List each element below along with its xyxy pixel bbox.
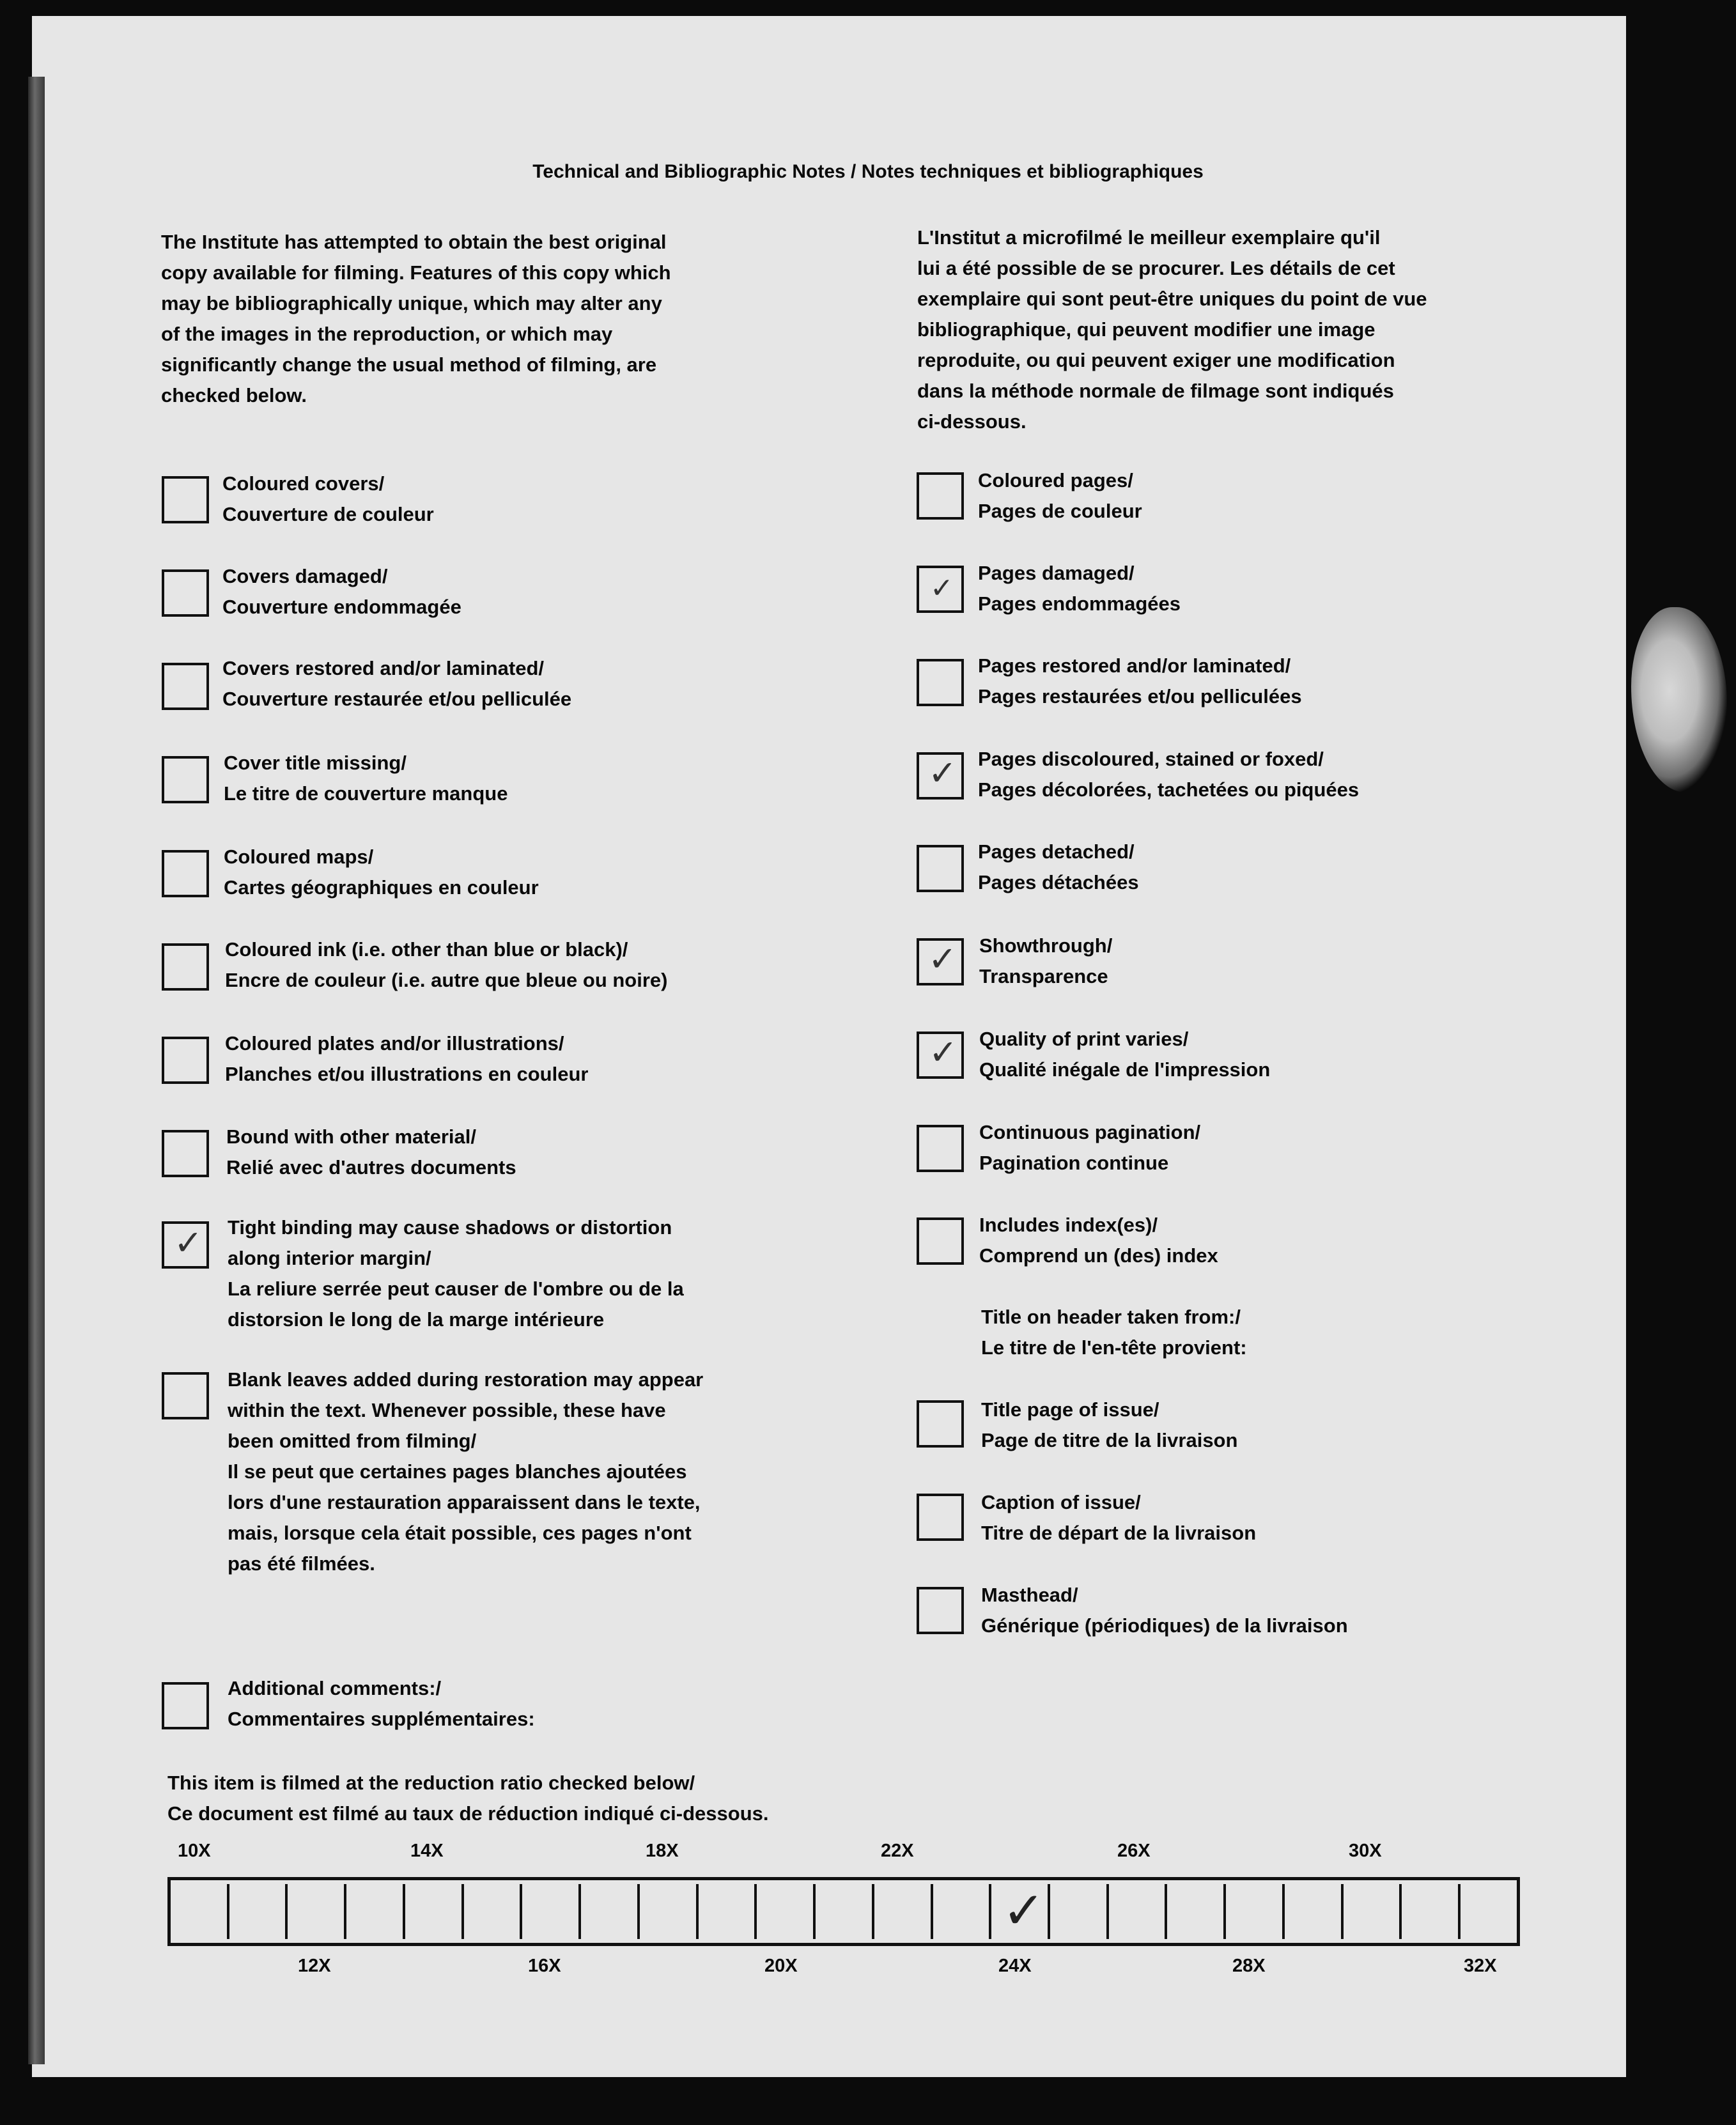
ratio-cell[interactable] xyxy=(757,1884,816,1939)
header-title-note: Title on header taken from:/ Le titre de l'en-tête provient: xyxy=(981,1306,1247,1359)
ratio-label-bottom: 20X xyxy=(764,1956,798,1976)
item-blank-leaves: Blank leaves added during restoration may appear within the text. Whenever possible, these have been omitted from filming/ Il se peut que certaines pages blanches ajoutées lors d'une restauration apparaissent dans le texte, mais, lorsque cela était possible, ces pages n'ont pas été filmées. xyxy=(228,1368,704,1575)
ratio-cell[interactable] xyxy=(816,1884,874,1939)
checkbox-coloured-ink[interactable] xyxy=(162,943,209,991)
ratio-label-bottom: 24X xyxy=(998,1956,1032,1976)
film-damage-mark xyxy=(1631,607,1727,792)
reduction-ratio-scale xyxy=(167,1877,1520,1946)
item-covers-restored: Covers restored and/or laminated/ Couverture restaurée et/ou pelliculée xyxy=(222,657,572,710)
film-edge-strip xyxy=(28,77,45,2064)
check-mark-icon: ✓ xyxy=(929,1032,958,1072)
checkbox-pages-restored[interactable] xyxy=(917,659,964,706)
ratio-label-bottom: 16X xyxy=(528,1956,561,1976)
checkbox-additional-comments[interactable] xyxy=(162,1682,209,1729)
item-coloured-covers: Coloured covers/ Couverture de couleur xyxy=(222,472,434,525)
ratio-cell-checked[interactable] xyxy=(1050,1884,1109,1939)
checkbox-continuous-pagination[interactable] xyxy=(917,1125,964,1172)
checkbox-bound-with-other[interactable] xyxy=(162,1130,209,1177)
ratio-cell[interactable] xyxy=(699,1884,757,1939)
item-tight-binding: Tight binding may cause shadows or distortion along interior margin/ La reliure serrée peut causer de l'ombre ou de la distorsion le long de la marge intérieure xyxy=(228,1216,684,1331)
item-continuous-pagination: Continuous pagination/ Pagination continue xyxy=(979,1121,1201,1174)
page-title: Technical and Bibliographic Notes / Notes techniques et bibliographiques xyxy=(532,161,1204,182)
item-bound-with-other: Bound with other material/ Relié avec d'autres documents xyxy=(226,1125,516,1178)
ratio-cell[interactable] xyxy=(464,1884,523,1939)
item-caption-of-issue: Caption of issue/ Titre de départ de la livraison xyxy=(981,1491,1257,1544)
check-mark-icon: ✓ xyxy=(928,753,957,793)
check-mark-icon: ✓ xyxy=(174,1223,203,1263)
ratio-label-top: 14X xyxy=(410,1841,444,1861)
checkbox-blank-leaves[interactable] xyxy=(162,1372,209,1419)
ratio-cell[interactable] xyxy=(581,1884,640,1939)
item-pages-discoloured: Pages discoloured, stained or foxed/ Pages décolorées, tachetées ou piquées xyxy=(978,748,1360,801)
checkbox-pages-detached[interactable] xyxy=(917,845,964,892)
checkbox-title-page-of-issue[interactable] xyxy=(917,1400,964,1448)
ratio-cell[interactable] xyxy=(522,1884,581,1939)
ratio-label-top: 26X xyxy=(1117,1841,1151,1861)
ratio-label-top: 10X xyxy=(178,1841,211,1861)
ratio-cell[interactable] xyxy=(933,1884,992,1939)
ratio-cell[interactable] xyxy=(874,1884,933,1939)
checkbox-cover-title-missing[interactable] xyxy=(162,756,209,803)
item-showthrough: Showthrough/ Transparence xyxy=(979,934,1113,987)
item-pages-detached: Pages detached/ Pages détachées xyxy=(978,840,1139,893)
ratio-cell[interactable] xyxy=(1285,1884,1344,1939)
item-pages-restored: Pages restored and/or laminated/ Pages restaurées et/ou pelliculées xyxy=(978,654,1302,707)
ratio-cell[interactable] xyxy=(1344,1884,1402,1939)
ratio-cell[interactable] xyxy=(1461,1884,1517,1939)
ratio-cell[interactable] xyxy=(229,1884,288,1939)
checkbox-covers-restored[interactable] xyxy=(162,663,209,710)
ratio-label-bottom: 12X xyxy=(298,1956,331,1976)
check-mark-icon: ✓ xyxy=(928,939,957,979)
intro-french: L'Institut a microfilmé le meilleur exemplaire qu'il lui a été possible de se procurer. Les détails de cet exemplaire qui sont peut-être uniques du point de vue bibliographique, qui peuvent modifier une image reproduite, ou qui peuvent exiger une modification dans la méthode normale de filmage sont indiqués ci-dessous. xyxy=(917,226,1427,433)
checkbox-coloured-pages[interactable] xyxy=(917,472,964,520)
item-covers-damaged: Covers damaged/ Couverture endommagée xyxy=(222,565,461,618)
item-includes-index: Includes index(es)/ Comprend un (des) index xyxy=(979,1214,1218,1267)
check-mark-icon: ✓ xyxy=(1002,1881,1046,1940)
checkbox-masthead[interactable] xyxy=(917,1587,964,1634)
ratio-cell[interactable] xyxy=(1109,1884,1168,1939)
item-cover-title-missing: Cover title missing/ Le titre de couverture manque xyxy=(224,752,508,805)
checkbox-includes-index[interactable] xyxy=(917,1217,964,1265)
ratio-cell[interactable] xyxy=(288,1884,346,1939)
ratio-label-top: 18X xyxy=(646,1841,679,1861)
ratio-label-bottom: 28X xyxy=(1232,1956,1266,1976)
item-pages-damaged: Pages damaged/ Pages endommagées xyxy=(978,562,1181,615)
reduction-ratio-note: This item is filmed at the reduction ratio checked below/ Ce document est filmé au taux de réduction indiqué ci-dessous. xyxy=(167,1772,769,1825)
ratio-cell[interactable] xyxy=(405,1884,464,1939)
checkbox-coloured-plates[interactable] xyxy=(162,1037,209,1084)
ratio-cell[interactable] xyxy=(1167,1884,1226,1939)
check-mark-icon: ✓ xyxy=(930,572,954,605)
ratio-label-top: 30X xyxy=(1349,1841,1382,1861)
item-coloured-pages: Coloured pages/ Pages de couleur xyxy=(978,469,1142,522)
ratio-cell[interactable] xyxy=(171,1884,229,1939)
item-coloured-maps: Coloured maps/ Cartes géographiques en couleur xyxy=(224,846,539,899)
checkbox-coloured-covers[interactable] xyxy=(162,476,209,523)
checkbox-covers-damaged[interactable] xyxy=(162,569,209,617)
item-title-page-of-issue: Title page of issue/ Page de titre de la livraison xyxy=(981,1398,1238,1451)
checkbox-coloured-maps[interactable] xyxy=(162,850,209,897)
item-coloured-plates: Coloured plates and/or illustrations/ Planches et/ou illustrations en couleur xyxy=(225,1032,589,1085)
ratio-cell[interactable] xyxy=(1402,1884,1461,1939)
ratio-cell[interactable] xyxy=(346,1884,405,1939)
ratio-cell[interactable] xyxy=(640,1884,699,1939)
item-masthead: Masthead/ Générique (périodiques) de la livraison xyxy=(981,1584,1348,1637)
item-coloured-ink: Coloured ink (i.e. other than blue or black)/ Encre de couleur (i.e. autre que bleue ou noire) xyxy=(225,938,668,991)
item-additional-comments: Additional comments:/ Commentaires supplémentaires: xyxy=(228,1677,535,1730)
ratio-label-bottom: 32X xyxy=(1464,1956,1497,1976)
item-quality-of-print: Quality of print varies/ Qualité inégale de l'impression xyxy=(979,1028,1271,1081)
ratio-cell[interactable] xyxy=(1226,1884,1285,1939)
intro-english: The Institute has attempted to obtain the best original copy available for filming. Features of this copy which may be bibliographically unique, which may alter any of the images in the reproduction, or which may significantly change the usual method of filming, are checked below. xyxy=(161,231,671,406)
checkbox-caption-of-issue[interactable] xyxy=(917,1494,964,1541)
ratio-label-top: 22X xyxy=(881,1841,914,1861)
